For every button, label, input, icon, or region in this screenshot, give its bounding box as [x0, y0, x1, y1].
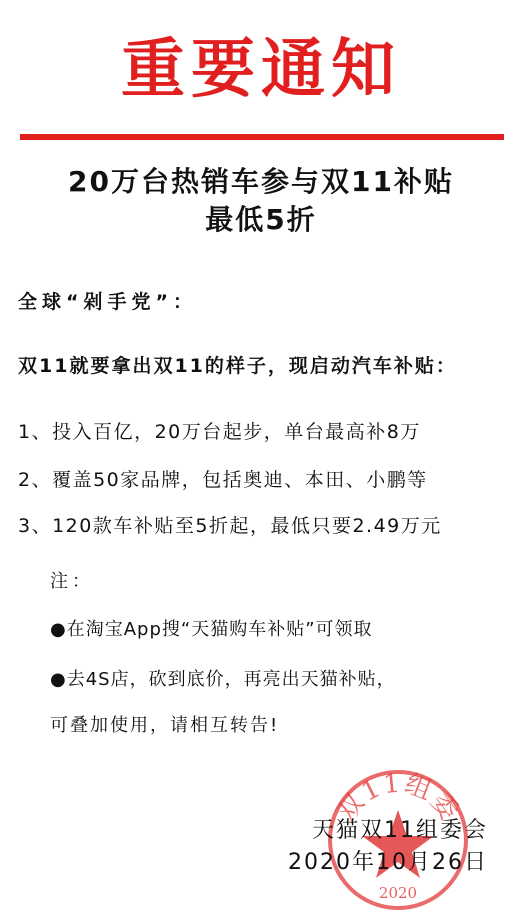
headline-line-1: 20万台热销车参与双11补贴 [68, 165, 454, 198]
seal-ring-text: 双11组委 [331, 768, 465, 828]
list-item: 2、覆盖50家品牌，包括奥迪、本田、小鹏等 [18, 469, 428, 491]
intro-text: 双11就要拿出双11的样子，现启动汽车补贴： [18, 355, 457, 377]
signature-org: 天猫双11组委会 [312, 818, 488, 843]
note-line: ●去4S店，砍到底价，再亮出天猫补贴， [50, 669, 396, 690]
note-line: 可叠加使用，请相互转告! [50, 715, 280, 736]
list-item: 1、投入百亿，20万台起步，单台最高补8万 [18, 421, 421, 443]
title-divider [20, 134, 504, 140]
note-label: 注： [50, 571, 94, 592]
list-item: 3、120款车补贴至5折起，最低只要2.49万元 [18, 515, 442, 537]
signature-date: 2020年10月26日 [288, 850, 488, 875]
note-line: ●在淘宝App搜“天猫购车补贴”可领取 [50, 619, 373, 640]
seal-year: 2020 [378, 884, 418, 902]
notice-title: 重要通知 [121, 32, 401, 107]
salutation: 全球“剁手党”： [18, 291, 197, 313]
headline-line-2: 最低5折 [205, 203, 317, 236]
